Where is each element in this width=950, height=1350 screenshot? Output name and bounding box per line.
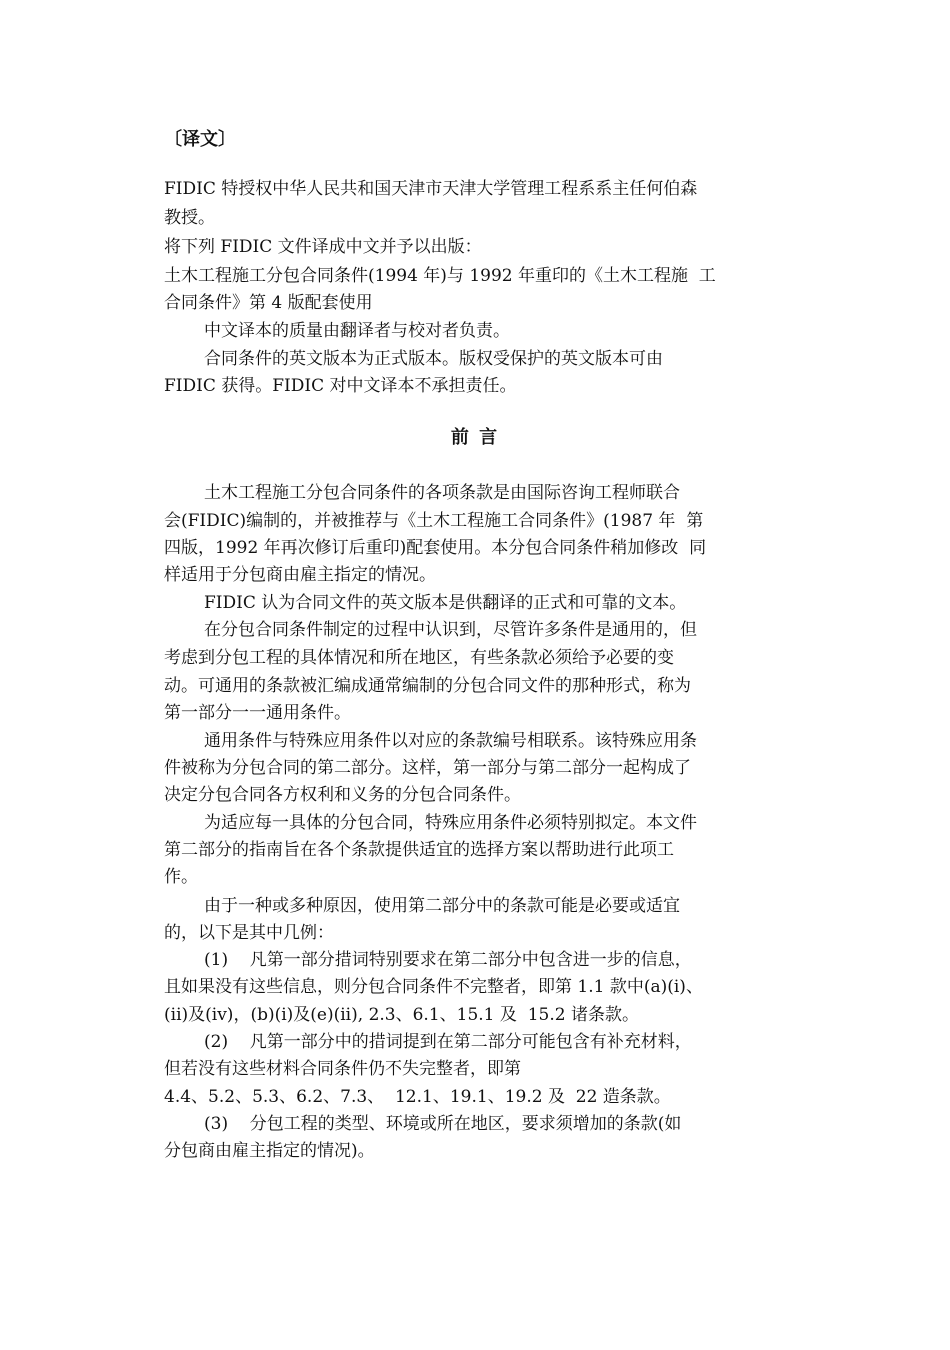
preface-line: FIDIC 认为合同文件的英文版本是供翻译的正式和可靠的文本。: [204, 593, 687, 613]
preface-title: 前 言: [450, 427, 500, 448]
authorization-line: FIDIC 特授权中华人民共和国天津市天津大学管理工程系系主任何伯森: [164, 179, 698, 199]
translation-label: 〔译文〕: [164, 129, 236, 150]
preface-line: 通用条件与特殊应用条件以对应的条款编号相联系。该特殊应用条: [204, 731, 697, 751]
preface-line: 第一部分一一通用条件。: [164, 703, 351, 723]
preface-line: 件被称为分包合同的第二部分。这样，第一部分与第二部分一起构成了: [164, 758, 691, 778]
preface-line: 作。: [164, 867, 198, 887]
authorization-line: 合同条件》第 4 版配套使用: [164, 293, 373, 313]
preface-line: 会(FIDIC)编制的，并被推荐与《土木工程施工合同条件》(1987 年 第: [164, 511, 704, 531]
preface-line: (2) 凡第一部分中的措词提到在第二部分可能包含有补充材料，: [204, 1032, 692, 1052]
authorization-line: FIDIC 获得。FIDIC 对中文译本不承担责任。: [164, 376, 517, 396]
preface-line: 第二部分的指南旨在各个条款提供适宜的选择方案以帮助进行此项工: [164, 840, 674, 860]
preface-line: 的，以下是其中几例：: [164, 923, 334, 943]
preface-line: (ii)及(iv)，(b)(i)及(e)(ii), 2.3、6.1、15.1 及 15.2 诸条款。: [164, 1005, 639, 1025]
preface-line: 在分包合同条件制定的过程中认识到，尽管许多条件是通用的，但: [204, 620, 697, 640]
authorization-line: 土木工程施工分包合同条件(1994 年)与 1992 年重印的《土木工程施 工: [164, 266, 716, 286]
authorization-line: 教授。: [164, 208, 215, 228]
preface-line: (1) 凡第一部分措词特别要求在第二部分中包含进一步的信息，: [204, 950, 692, 970]
preface-line: 动。可通用的条款被汇编成通常编制的分包合同文件的那种形式，称为: [164, 676, 691, 696]
authorization-line: 中文译本的质量由翻译者与校对者负责。: [204, 321, 510, 341]
preface-line: 四版，1992 年再次修订后重印)配套使用。本分包合同条件稍加修改 同: [164, 538, 707, 558]
preface-line: 决定分包合同各方权利和义务的分包合同条件。: [164, 785, 521, 805]
preface-line: 分包商由雇主指定的情况)。: [164, 1141, 375, 1161]
preface-line: (3) 分包工程的类型、环境或所在地区，要求须增加的条款(如: [204, 1114, 682, 1134]
preface-line: 4.4、5.2、5.3、6.2、7.3、 12.1、19.1、19.2 及 22 造条款。: [164, 1087, 671, 1107]
preface-line: 为适应每一具体的分包合同，特殊应用条件必须特别拟定。本文件: [204, 813, 697, 833]
preface-line: 土木工程施工分包合同条件的各项条款是由国际咨询工程师联合: [204, 483, 680, 503]
authorization-line: 将下列 FIDIC 文件译成中文并予以出版：: [164, 237, 482, 257]
preface-line: 且如果没有这些信息，则分包合同条件不完整者，即第 1.1 款中(a)(i)、: [164, 977, 703, 997]
preface-line: 但若没有这些材料合同条件仍不失完整者，即第: [164, 1059, 521, 1079]
preface-line: 样适用于分包商由雇主指定的情况。: [164, 565, 436, 585]
preface-line: 由于一种或多种原因，使用第二部分中的条款可能是必要或适宜: [204, 896, 680, 916]
preface-line: 考虑到分包工程的具体情况和所在地区，有些条款必须给予必要的变: [164, 648, 674, 668]
authorization-line: 合同条件的英文版本为正式版本。版权受保护的英文版本可由: [204, 349, 663, 369]
